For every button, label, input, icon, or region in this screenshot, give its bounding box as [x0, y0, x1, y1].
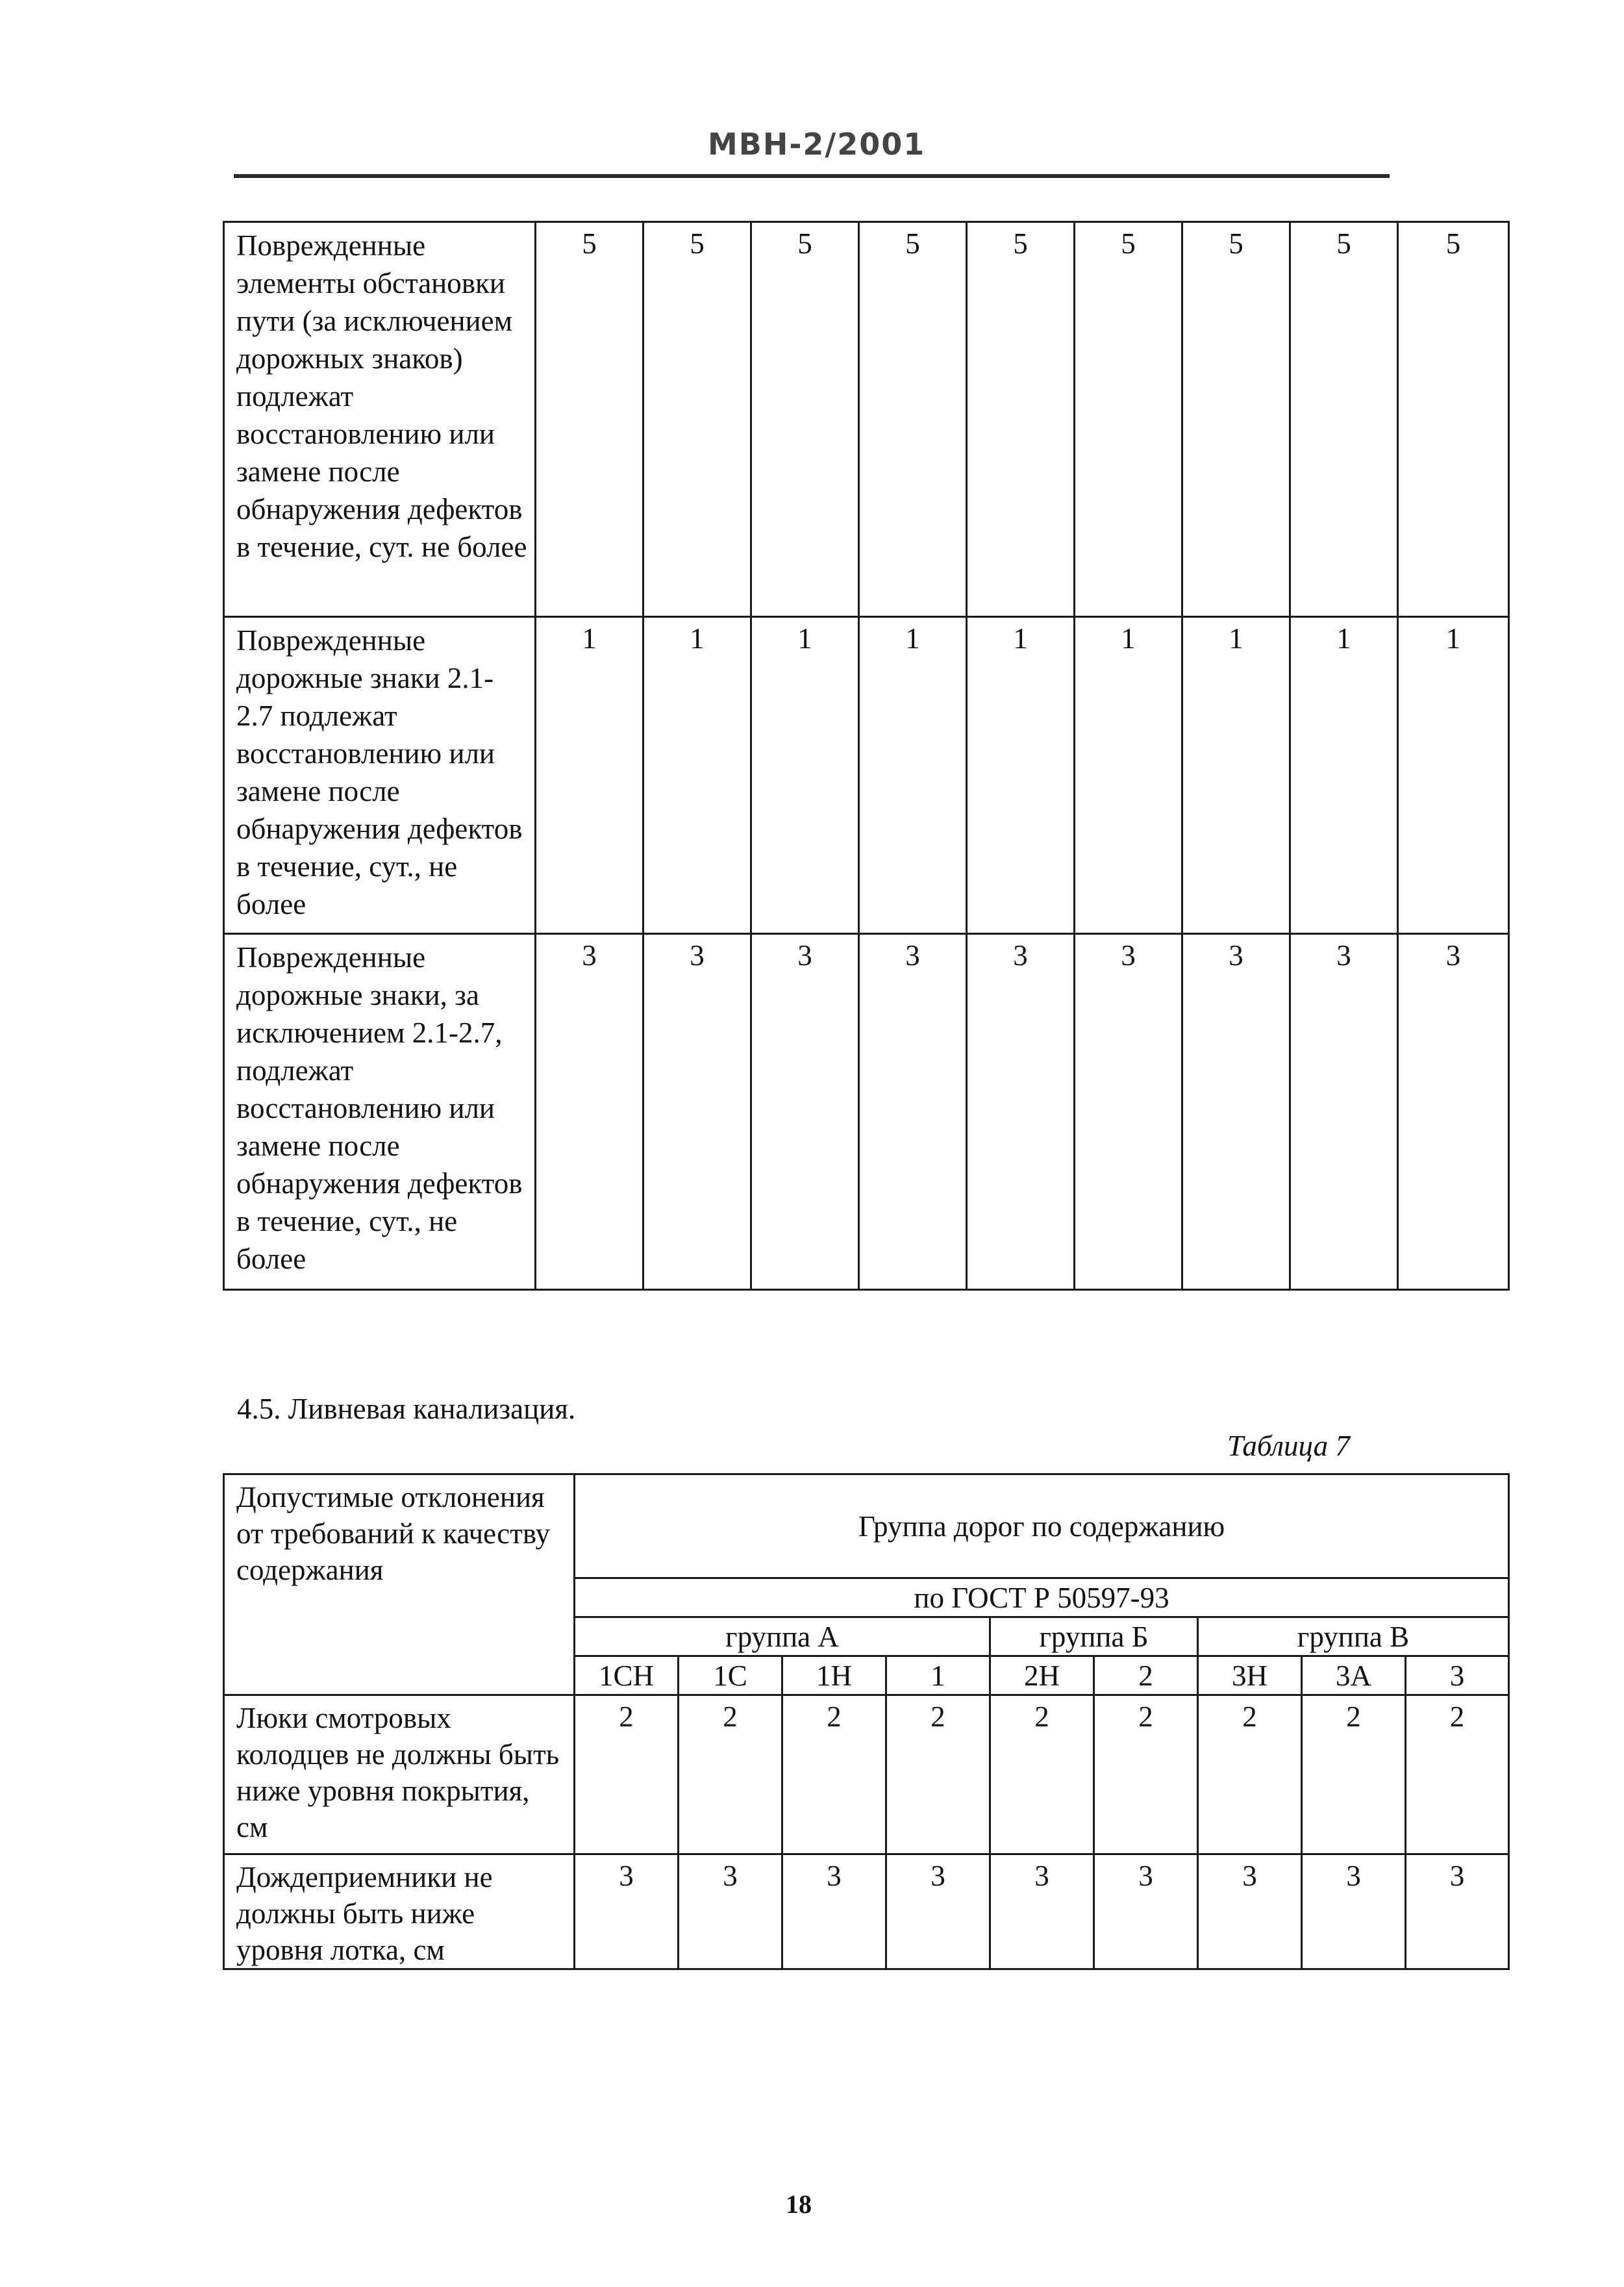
table-cell: 2: [782, 1695, 886, 1854]
page-number: 18: [786, 2190, 812, 2219]
table-cell: 2: [575, 1695, 679, 1854]
table-cell: 2: [1302, 1695, 1406, 1854]
section-heading: 4.5. Ливневая канализация.: [237, 1393, 576, 1425]
table-cell: 3: [536, 934, 643, 1290]
table-cell: 1: [751, 617, 859, 934]
subgroup-header: 1: [886, 1656, 990, 1695]
table-caption: Таблица 7: [1227, 1430, 1350, 1462]
table-cell: 2: [679, 1695, 782, 1854]
table-cell: 5: [967, 222, 1075, 617]
subgroup-header: 3: [1406, 1656, 1509, 1695]
table-cell: 1: [1290, 617, 1398, 934]
table-cell: 3: [1398, 934, 1509, 1290]
header-rule: [234, 174, 1390, 178]
table-cell: 1: [967, 617, 1075, 934]
table-cell: 5: [859, 222, 967, 617]
row-label: Поврежденные элементы обстановки пути (за исключением дорожных знаков) подлежат восстановлению или замене после обнаружения дефектов в течение, сут. не более: [224, 222, 536, 617]
table-cell: 1: [643, 617, 751, 934]
corner-header: Допустимые отклонения от требований к качеству содержания: [224, 1474, 575, 1695]
table-cell: 1: [1398, 617, 1509, 934]
table-cell: 5: [1290, 222, 1398, 617]
subgroup-header: 1Н: [782, 1656, 886, 1695]
table-cell: 1: [536, 617, 643, 934]
group-title: Группа дорог по содержанию: [575, 1474, 1509, 1578]
table-row: [224, 617, 1509, 934]
table-cell: 2: [1406, 1695, 1509, 1854]
table-cell: 3: [643, 934, 751, 1290]
group-header: группа В: [1198, 1617, 1509, 1656]
table-cell: 5: [1075, 222, 1182, 617]
subgroup-header: 1С: [679, 1656, 782, 1695]
table-7: [223, 1473, 1510, 1970]
table-cell: 3: [990, 1854, 1094, 1969]
row-label: Дождеприемники не должны быть ниже уровня лотка, см: [224, 1854, 575, 1969]
document-code: МВН-2/2001: [708, 127, 926, 162]
maintenance-table: [223, 221, 1510, 1291]
table-cell: 3: [859, 934, 967, 1290]
table-cell: 5: [643, 222, 751, 617]
table-cell: 1: [1182, 617, 1290, 934]
table-cell: 3: [1290, 934, 1398, 1290]
table-cell: 2: [886, 1695, 990, 1854]
table-cell: 3: [1182, 934, 1290, 1290]
group-header: группа А: [575, 1617, 990, 1656]
table-cell: 3: [679, 1854, 782, 1969]
table-cell: 3: [1302, 1854, 1406, 1969]
table-header-row: [224, 1474, 1509, 1578]
table-cell: 3: [967, 934, 1075, 1290]
gost-label: по ГОСТ Р 50597-93: [575, 1578, 1509, 1617]
table-cell: 3: [1198, 1854, 1302, 1969]
subgroup-header: 2: [1094, 1656, 1198, 1695]
table-cell: 2: [1198, 1695, 1302, 1854]
table-row: [224, 222, 1509, 617]
table-row: [224, 934, 1509, 1290]
table-cell: 2: [1094, 1695, 1198, 1854]
row-label: Поврежденные дорожные знаки, за исключением 2.1-2.7, подлежат восстановлению или замене после обнаружения дефектов в течение, сут., не более: [224, 934, 536, 1290]
table-cell: 3: [782, 1854, 886, 1969]
table-cell: 5: [536, 222, 643, 617]
group-header: группа Б: [990, 1617, 1198, 1656]
table-cell: 3: [1406, 1854, 1509, 1969]
table-cell: 1: [1075, 617, 1182, 934]
subgroup-header: 3Н: [1198, 1656, 1302, 1695]
table-cell: 2: [990, 1695, 1094, 1854]
subgroup-header: 2Н: [990, 1656, 1094, 1695]
table-row: [224, 1854, 1509, 1969]
row-label: Люки смотровых колодцев не должны быть ниже уровня покрытия, см: [224, 1695, 575, 1854]
table-cell: 1: [859, 617, 967, 934]
table-cell: 5: [751, 222, 859, 617]
subgroup-header: 1СН: [575, 1656, 679, 1695]
row-label: Поврежденные дорожные знаки 2.1-2.7 подлежат восстановлению или замене после обнаружения дефектов в течение, сут., не более: [224, 617, 536, 934]
table-cell: 5: [1398, 222, 1509, 617]
table-cell: 5: [1182, 222, 1290, 617]
table-cell: 3: [1075, 934, 1182, 1290]
table-row: [224, 1695, 1509, 1854]
table-cell: 3: [751, 934, 859, 1290]
table-cell: 3: [1094, 1854, 1198, 1969]
table-cell: 3: [575, 1854, 679, 1969]
table-cell: 3: [886, 1854, 990, 1969]
subgroup-header: 3А: [1302, 1656, 1406, 1695]
